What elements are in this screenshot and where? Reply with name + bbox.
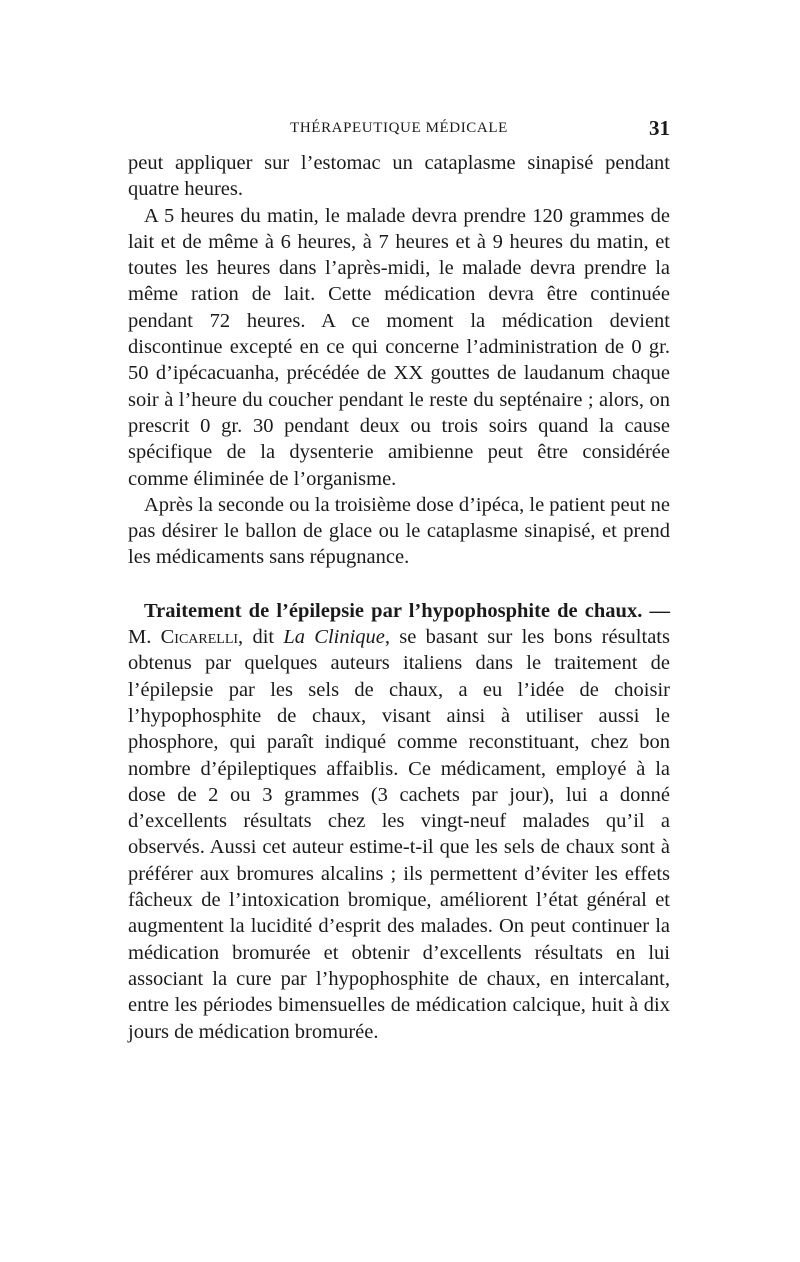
section-spacer [128, 571, 670, 598]
paragraph-continuation: peut appliquer sur l’estomac un cataplasme sinapisé pendant quatre heures. [128, 152, 670, 201]
dit-text: dit [243, 626, 284, 649]
journal-name: La Clinique [283, 626, 385, 649]
page-number: 31 [649, 116, 670, 140]
paragraph-dosage: A 5 heures du matin, le malade devra prendre 120 grammes de lait et de même à 6 heures, à 7 heures et à 9 heures du matin, et toutes les heures dans l’après-midi, le malade devra prendre la même ration de lait. Cette médication devra être continuée pendant 72 heures. A ce moment la médication devient discontinue excepté en ce qui concerne l’administration de 0 gr. 50 d’ipécacuanha, précédée de XX gouttes de laudanum chaque soir à l’heure du coucher pendant le reste du septénaire ; alors, on prescrit 0 gr. 30 pendant deux ou trois soirs quand la cause spécifique de la dysenterie amibienne peut être considérée comme éliminée de l’organisme. [128, 204, 670, 490]
section-epilepsy [128, 598, 670, 1045]
author-name: M. Cicarelli, [128, 626, 244, 649]
body-text [128, 150, 670, 1045]
section-title: Traitement de l’épilepsie par l’hypophosphite de chaux. — [144, 599, 670, 622]
running-header [128, 116, 670, 140]
section-body: , se basant sur les bons résultats obtenus par quelques auteurs italiens dans le traitement de l’épilepsie par les sels de chaux, a eu l’idée de choisir l’hypophosphite de chaux, visant ainsi à utiliser aussi le phosphore, qui paraît indiqué comme reconstituant, chez bon nombre d’épileptiques affaiblis. Ce médicament, employé à la dose de 2 ou 3 grammes (3 cachets par jour), lui a donné d’excellents résultats chez les vingt-neuf malades qu’il a observés. Aussi cet auteur estime-t-il que les sels de chaux sont à préférer aux bromures alcalins ; ils permettent d’éviter les effets fâcheux de l’intoxication bromique, améliorent l’état général et augmentent la lucidité d’esprit des malades. On peut continuer la médication bromurée et obtenir d’excellents résultats en lui associant la cure par l’hypophosphite de chaux, en intercalant, entre les périodes bimensuelles de médication calcique, huit à dix jours de médication bromurée. [128, 626, 670, 1043]
running-title: THÉRAPEUTIQUE MÉDICALE [290, 120, 508, 136]
paragraph-after-ipeca: Après la seconde ou la troisième dose d’ipéca, le patient peut ne pas désirer le ballon de glace ou le cataplasme sinapisé, et prend les médicaments sans répugnance. [128, 493, 670, 569]
